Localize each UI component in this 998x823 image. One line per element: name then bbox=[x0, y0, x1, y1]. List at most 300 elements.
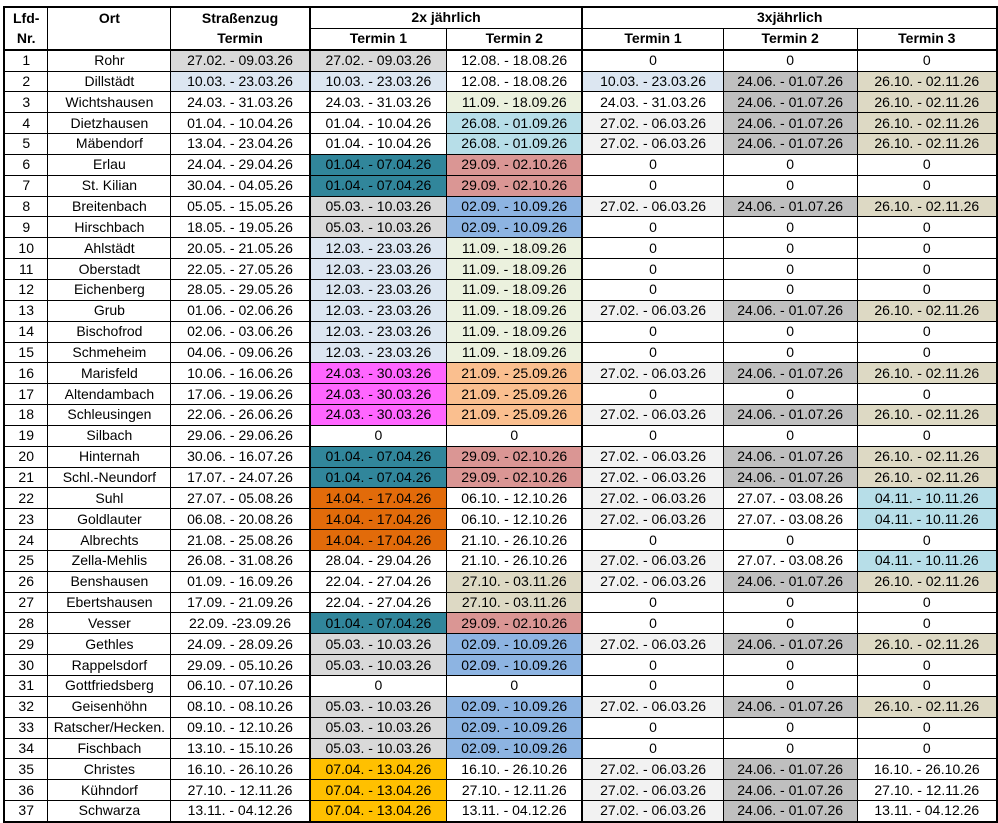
table-row bbox=[4, 676, 997, 697]
strassenzug-termin: 06.08. - 20.08.26 bbox=[171, 509, 310, 530]
3x-termin-2: 0 bbox=[723, 655, 857, 676]
row-number: 11 bbox=[4, 259, 48, 280]
strassenzug-termin: 06.10. - 07.10.26 bbox=[171, 676, 310, 697]
3x-termin-3: 27.10. - 12.11.26 bbox=[857, 780, 997, 801]
header-row-1 bbox=[4, 7, 997, 28]
ort-cell: Christes bbox=[48, 759, 171, 780]
table-row bbox=[4, 321, 997, 342]
2x-termin-1: 27.02. - 09.03.26 bbox=[310, 50, 447, 71]
3x-termin-2: 0 bbox=[723, 238, 857, 259]
2x-termin-1: 01.04. - 07.04.26 bbox=[310, 467, 447, 488]
3x-termin-3: 04.11. - 10.11.26 bbox=[857, 509, 997, 530]
strassenzug-termin: 18.05. - 19.05.26 bbox=[171, 217, 310, 238]
strassenzug-termin: 27.07. - 05.08.26 bbox=[171, 488, 310, 509]
3x-termin-3: 0 bbox=[857, 342, 997, 363]
3x-termin-1: 27.02. - 06.03.26 bbox=[582, 363, 723, 384]
3x-termin-1: 0 bbox=[582, 279, 723, 300]
ort-cell: Altendambach bbox=[48, 384, 171, 405]
2x-termin-1: 01.04. - 10.04.26 bbox=[310, 113, 447, 134]
header-row-2 bbox=[4, 28, 997, 49]
2x-termin-1: 12.03. - 23.03.26 bbox=[310, 238, 447, 259]
3x-termin-1: 27.02. - 06.03.26 bbox=[582, 446, 723, 467]
3x-termin-1: 0 bbox=[582, 175, 723, 196]
3x-termin-2: 0 bbox=[723, 321, 857, 342]
table-row bbox=[4, 592, 997, 613]
row-number: 3 bbox=[4, 92, 48, 113]
ort-cell: St. Kilian bbox=[48, 175, 171, 196]
2x-termin-1: 05.03. - 10.03.26 bbox=[310, 655, 447, 676]
3x-termin-3: 0 bbox=[857, 530, 997, 551]
3x-termin-3: 26.10. - 02.11.26 bbox=[857, 363, 997, 384]
3x-termin-3: 0 bbox=[857, 613, 997, 634]
3x-termin-3: 04.11. - 10.11.26 bbox=[857, 488, 997, 509]
3x-termin-3: 0 bbox=[857, 279, 997, 300]
table-row bbox=[4, 154, 997, 175]
2x-termin-1: 24.03. - 30.03.26 bbox=[310, 405, 447, 426]
header-ort-blank bbox=[48, 28, 171, 49]
table-row bbox=[4, 259, 997, 280]
2x-termin-2: 21.09. - 25.09.26 bbox=[447, 384, 583, 405]
table-row bbox=[4, 759, 997, 780]
2x-termin-2: 02.09. - 10.09.26 bbox=[447, 717, 583, 738]
row-number: 20 bbox=[4, 446, 48, 467]
3x-termin-3: 26.10. - 02.11.26 bbox=[857, 696, 997, 717]
row-number: 26 bbox=[4, 571, 48, 592]
3x-termin-1: 0 bbox=[582, 217, 723, 238]
3x-termin-2: 24.06. - 01.07.26 bbox=[723, 92, 857, 113]
2x-termin-2: 21.10. - 26.10.26 bbox=[447, 530, 583, 551]
strassenzug-termin: 29.06. - 29.06.26 bbox=[171, 425, 310, 446]
ort-cell: Vesser bbox=[48, 613, 171, 634]
row-number: 10 bbox=[4, 238, 48, 259]
3x-termin-2: 0 bbox=[723, 154, 857, 175]
table-row bbox=[4, 613, 997, 634]
ort-cell: Zella-Mehlis bbox=[48, 550, 171, 571]
row-number: 31 bbox=[4, 676, 48, 697]
2x-termin-1: 12.03. - 23.03.26 bbox=[310, 300, 447, 321]
3x-termin-2: 0 bbox=[723, 217, 857, 238]
strassenzug-termin: 08.10. - 08.10.26 bbox=[171, 696, 310, 717]
3x-termin-3: 0 bbox=[857, 154, 997, 175]
2x-termin-1: 05.03. - 10.03.26 bbox=[310, 634, 447, 655]
3x-termin-3: 0 bbox=[857, 321, 997, 342]
3x-termin-2: 24.06. - 01.07.26 bbox=[723, 300, 857, 321]
2x-termin-2: 02.09. - 10.09.26 bbox=[447, 738, 583, 759]
3x-termin-1: 27.02. - 06.03.26 bbox=[582, 696, 723, 717]
table-row bbox=[4, 550, 997, 571]
table-row bbox=[4, 363, 997, 384]
3x-termin-2: 24.06. - 01.07.26 bbox=[723, 571, 857, 592]
3x-termin-3: 26.10. - 02.11.26 bbox=[857, 196, 997, 217]
table-row bbox=[4, 696, 997, 717]
3x-termin-2: 0 bbox=[723, 279, 857, 300]
table-row bbox=[4, 488, 997, 509]
3x-termin-3: 0 bbox=[857, 738, 997, 759]
3x-termin-2: 0 bbox=[723, 175, 857, 196]
2x-termin-1: 0 bbox=[310, 425, 447, 446]
2x-termin-1: 12.03. - 23.03.26 bbox=[310, 279, 447, 300]
3x-termin-2: 24.06. - 01.07.26 bbox=[723, 446, 857, 467]
strassenzug-termin: 29.09. - 05.10.26 bbox=[171, 655, 310, 676]
3x-termin-1: 27.02. - 06.03.26 bbox=[582, 300, 723, 321]
header-termin: Termin bbox=[171, 28, 310, 49]
3x-termin-3: 0 bbox=[857, 717, 997, 738]
header-3x-jaehrlich: 3xjährlich bbox=[582, 7, 997, 28]
strassenzug-termin: 24.03. - 31.03.26 bbox=[171, 92, 310, 113]
ort-cell: Benshausen bbox=[48, 571, 171, 592]
row-number: 21 bbox=[4, 467, 48, 488]
row-number: 19 bbox=[4, 425, 48, 446]
3x-termin-3: 0 bbox=[857, 592, 997, 613]
row-number: 33 bbox=[4, 717, 48, 738]
3x-termin-2: 24.06. - 01.07.26 bbox=[723, 801, 857, 822]
ort-cell: Gottfriedsberg bbox=[48, 676, 171, 697]
2x-termin-2: 29.09. - 02.10.26 bbox=[447, 175, 583, 196]
2x-termin-2: 06.10. - 12.10.26 bbox=[447, 488, 583, 509]
header-2x-jaehrlich: 2x jährlich bbox=[310, 7, 583, 28]
table-row bbox=[4, 634, 997, 655]
3x-termin-1: 0 bbox=[582, 259, 723, 280]
2x-termin-1: 05.03. - 10.03.26 bbox=[310, 196, 447, 217]
2x-termin-2: 21.10. - 26.10.26 bbox=[447, 550, 583, 571]
3x-termin-3: 0 bbox=[857, 238, 997, 259]
ort-cell: Schwarza bbox=[48, 801, 171, 822]
ort-cell: Hinternah bbox=[48, 446, 171, 467]
2x-termin-2: 11.09. - 18.09.26 bbox=[447, 259, 583, 280]
3x-termin-1: 27.02. - 06.03.26 bbox=[582, 571, 723, 592]
3x-termin-3: 26.10. - 02.11.26 bbox=[857, 300, 997, 321]
2x-termin-1: 07.04. - 13.04.26 bbox=[310, 801, 447, 822]
row-number: 15 bbox=[4, 342, 48, 363]
2x-termin-2: 29.09. - 02.10.26 bbox=[447, 154, 583, 175]
3x-termin-2: 24.06. - 01.07.26 bbox=[723, 113, 857, 134]
strassenzug-termin: 30.06. - 16.07.26 bbox=[171, 446, 310, 467]
strassenzug-termin: 17.09. - 21.09.26 bbox=[171, 592, 310, 613]
3x-termin-2: 0 bbox=[723, 592, 857, 613]
ort-cell: Kühndorf bbox=[48, 780, 171, 801]
row-number: 29 bbox=[4, 634, 48, 655]
ort-cell: Wichtshausen bbox=[48, 92, 171, 113]
3x-termin-1: 27.02. - 06.03.26 bbox=[582, 405, 723, 426]
3x-termin-3: 0 bbox=[857, 50, 997, 71]
2x-termin-2: 11.09. - 18.09.26 bbox=[447, 321, 583, 342]
2x-termin-2: 12.08. - 18.08.26 bbox=[447, 50, 583, 71]
table-row bbox=[4, 738, 997, 759]
row-number: 18 bbox=[4, 405, 48, 426]
2x-termin-1: 07.04. - 13.04.26 bbox=[310, 780, 447, 801]
2x-termin-2: 11.09. - 18.09.26 bbox=[447, 238, 583, 259]
2x-termin-2: 27.10. - 03.11.26 bbox=[447, 592, 583, 613]
3x-termin-3: 0 bbox=[857, 655, 997, 676]
2x-termin-2: 27.10. - 12.11.26 bbox=[447, 780, 583, 801]
3x-termin-2: 0 bbox=[723, 613, 857, 634]
2x-termin-2: 0 bbox=[447, 425, 583, 446]
3x-termin-1: 27.02. - 06.03.26 bbox=[582, 759, 723, 780]
2x-termin-2: 13.11. - 04.12.26 bbox=[447, 801, 583, 822]
3x-termin-1: 0 bbox=[582, 613, 723, 634]
table-row bbox=[4, 801, 997, 822]
3x-termin-1: 27.02. - 06.03.26 bbox=[582, 780, 723, 801]
header-nr: Nr. bbox=[4, 28, 48, 49]
strassenzug-termin: 27.02. - 09.03.26 bbox=[171, 50, 310, 71]
strassenzug-termin: 13.11. - 04.12.26 bbox=[171, 801, 310, 822]
3x-termin-1: 27.02. - 06.03.26 bbox=[582, 801, 723, 822]
row-number: 6 bbox=[4, 154, 48, 175]
header-3x-termin-1: Termin 1 bbox=[582, 28, 723, 49]
3x-termin-1: 27.02. - 06.03.26 bbox=[582, 113, 723, 134]
3x-termin-1: 27.02. - 06.03.26 bbox=[582, 134, 723, 155]
2x-termin-1: 22.04. - 27.04.26 bbox=[310, 571, 447, 592]
strassenzug-termin: 30.04. - 04.05.26 bbox=[171, 175, 310, 196]
3x-termin-3: 26.10. - 02.11.26 bbox=[857, 571, 997, 592]
header-2x-termin-2: Termin 2 bbox=[447, 28, 583, 49]
ort-cell: Schmeheim bbox=[48, 342, 171, 363]
table-row bbox=[4, 780, 997, 801]
table-row bbox=[4, 50, 997, 71]
2x-termin-1: 0 bbox=[310, 676, 447, 697]
3x-termin-3: 26.10. - 02.11.26 bbox=[857, 405, 997, 426]
2x-termin-1: 07.04. - 13.04.26 bbox=[310, 759, 447, 780]
table-row bbox=[4, 300, 997, 321]
row-number: 8 bbox=[4, 196, 48, 217]
header-strassenzug: Straßenzug bbox=[171, 7, 310, 28]
2x-termin-2: 02.09. - 10.09.26 bbox=[447, 655, 583, 676]
2x-termin-2: 12.08. - 18.08.26 bbox=[447, 71, 583, 92]
3x-termin-1: 0 bbox=[582, 676, 723, 697]
2x-termin-1: 05.03. - 10.03.26 bbox=[310, 217, 447, 238]
strassenzug-termin: 01.06. - 02.06.26 bbox=[171, 300, 310, 321]
3x-termin-3: 16.10. - 26.10.26 bbox=[857, 759, 997, 780]
header-2x-termin-1: Termin 1 bbox=[310, 28, 447, 49]
table-row bbox=[4, 405, 997, 426]
2x-termin-2: 21.09. - 25.09.26 bbox=[447, 363, 583, 384]
table-row bbox=[4, 342, 997, 363]
3x-termin-2: 0 bbox=[723, 717, 857, 738]
strassenzug-termin: 27.10. - 12.11.26 bbox=[171, 780, 310, 801]
2x-termin-2: 0 bbox=[447, 676, 583, 697]
row-number: 27 bbox=[4, 592, 48, 613]
3x-termin-2: 24.06. - 01.07.26 bbox=[723, 196, 857, 217]
row-number: 1 bbox=[4, 50, 48, 71]
2x-termin-1: 24.03. - 31.03.26 bbox=[310, 92, 447, 113]
header-ort: Ort bbox=[48, 7, 171, 28]
ort-cell: Albrechts bbox=[48, 530, 171, 551]
row-number: 16 bbox=[4, 363, 48, 384]
2x-termin-1: 05.03. - 10.03.26 bbox=[310, 738, 447, 759]
3x-termin-2: 27.07. - 03.08.26 bbox=[723, 488, 857, 509]
3x-termin-2: 24.06. - 01.07.26 bbox=[723, 634, 857, 655]
table-row bbox=[4, 509, 997, 530]
table-row bbox=[4, 92, 997, 113]
2x-termin-2: 11.09. - 18.09.26 bbox=[447, 300, 583, 321]
strassenzug-termin: 20.05. - 21.05.26 bbox=[171, 238, 310, 259]
strassenzug-termin: 28.05. - 29.05.26 bbox=[171, 279, 310, 300]
ort-cell: Oberstadt bbox=[48, 259, 171, 280]
row-number: 37 bbox=[4, 801, 48, 822]
3x-termin-2: 27.07. - 03.08.26 bbox=[723, 509, 857, 530]
2x-termin-2: 26.08. - 01.09.26 bbox=[447, 113, 583, 134]
3x-termin-2: 0 bbox=[723, 530, 857, 551]
3x-termin-2: 24.06. - 01.07.26 bbox=[723, 759, 857, 780]
2x-termin-2: 11.09. - 18.09.26 bbox=[447, 279, 583, 300]
table-row bbox=[4, 71, 997, 92]
ort-cell: Geisenhöhn bbox=[48, 696, 171, 717]
3x-termin-1: 0 bbox=[582, 717, 723, 738]
ort-cell: Ebertshausen bbox=[48, 592, 171, 613]
3x-termin-3: 26.10. - 02.11.26 bbox=[857, 71, 997, 92]
3x-termin-2: 24.06. - 01.07.26 bbox=[723, 363, 857, 384]
table-row bbox=[4, 467, 997, 488]
3x-termin-3: 04.11. - 10.11.26 bbox=[857, 550, 997, 571]
3x-termin-2: 24.06. - 01.07.26 bbox=[723, 467, 857, 488]
strassenzug-termin: 17.07. - 24.07.26 bbox=[171, 467, 310, 488]
2x-termin-2: 26.08. - 01.09.26 bbox=[447, 134, 583, 155]
2x-termin-2: 29.09. - 02.10.26 bbox=[447, 446, 583, 467]
3x-termin-3: 0 bbox=[857, 676, 997, 697]
strassenzug-termin: 10.03. - 23.03.26 bbox=[171, 71, 310, 92]
row-number: 36 bbox=[4, 780, 48, 801]
2x-termin-1: 14.04. - 17.04.26 bbox=[310, 509, 447, 530]
row-number: 28 bbox=[4, 613, 48, 634]
3x-termin-2: 24.06. - 01.07.26 bbox=[723, 780, 857, 801]
2x-termin-2: 02.09. - 10.09.26 bbox=[447, 634, 583, 655]
table-row bbox=[4, 279, 997, 300]
3x-termin-3: 0 bbox=[857, 384, 997, 405]
schedule-table bbox=[3, 6, 998, 823]
table-row bbox=[4, 384, 997, 405]
2x-termin-2: 29.09. - 02.10.26 bbox=[447, 467, 583, 488]
2x-termin-1: 01.04. - 07.04.26 bbox=[310, 175, 447, 196]
strassenzug-termin: 24.09. - 28.09.26 bbox=[171, 634, 310, 655]
table-row bbox=[4, 655, 997, 676]
2x-termin-1: 10.03. - 23.03.26 bbox=[310, 71, 447, 92]
ort-cell: Fischbach bbox=[48, 738, 171, 759]
3x-termin-1: 27.02. - 06.03.26 bbox=[582, 467, 723, 488]
3x-termin-2: 24.06. - 01.07.26 bbox=[723, 71, 857, 92]
ort-cell: Ratscher/Hecken. bbox=[48, 717, 171, 738]
3x-termin-1: 0 bbox=[582, 238, 723, 259]
ort-cell: Goldlauter bbox=[48, 509, 171, 530]
3x-termin-3: 0 bbox=[857, 175, 997, 196]
3x-termin-2: 0 bbox=[723, 50, 857, 71]
ort-cell: Breitenbach bbox=[48, 196, 171, 217]
3x-termin-3: 26.10. - 02.11.26 bbox=[857, 134, 997, 155]
2x-termin-2: 02.09. - 10.09.26 bbox=[447, 196, 583, 217]
strassenzug-termin: 16.10. - 26.10.26 bbox=[171, 759, 310, 780]
strassenzug-termin: 21.08. - 25.08.26 bbox=[171, 530, 310, 551]
row-number: 2 bbox=[4, 71, 48, 92]
3x-termin-3: 26.10. - 02.11.26 bbox=[857, 634, 997, 655]
ort-cell: Schl.-Neundorf bbox=[48, 467, 171, 488]
table-row bbox=[4, 113, 997, 134]
3x-termin-2: 27.07. - 03.08.26 bbox=[723, 550, 857, 571]
ort-cell: Grub bbox=[48, 300, 171, 321]
row-number: 17 bbox=[4, 384, 48, 405]
ort-cell: Suhl bbox=[48, 488, 171, 509]
2x-termin-1: 05.03. - 10.03.26 bbox=[310, 696, 447, 717]
3x-termin-1: 0 bbox=[582, 321, 723, 342]
2x-termin-1: 24.03. - 30.03.26 bbox=[310, 384, 447, 405]
strassenzug-termin: 26.08. - 31.08.26 bbox=[171, 550, 310, 571]
2x-termin-1: 01.04. - 07.04.26 bbox=[310, 154, 447, 175]
3x-termin-1: 0 bbox=[582, 530, 723, 551]
strassenzug-termin: 13.04. - 23.04.26 bbox=[171, 134, 310, 155]
strassenzug-termin: 10.06. - 16.06.26 bbox=[171, 363, 310, 384]
ort-cell: Marisfeld bbox=[48, 363, 171, 384]
ort-cell: Gethles bbox=[48, 634, 171, 655]
ort-cell: Silbach bbox=[48, 425, 171, 446]
table-row bbox=[4, 717, 997, 738]
row-number: 9 bbox=[4, 217, 48, 238]
3x-termin-1: 10.03. - 23.03.26 bbox=[582, 71, 723, 92]
schedule-body bbox=[4, 50, 997, 822]
3x-termin-2: 0 bbox=[723, 342, 857, 363]
row-number: 14 bbox=[4, 321, 48, 342]
2x-termin-1: 12.03. - 23.03.26 bbox=[310, 321, 447, 342]
2x-termin-1: 12.03. - 23.03.26 bbox=[310, 342, 447, 363]
row-number: 13 bbox=[4, 300, 48, 321]
ort-cell: Ahlstädt bbox=[48, 238, 171, 259]
2x-termin-1: 22.04. - 27.04.26 bbox=[310, 592, 447, 613]
row-number: 35 bbox=[4, 759, 48, 780]
3x-termin-3: 0 bbox=[857, 217, 997, 238]
row-number: 7 bbox=[4, 175, 48, 196]
table-row bbox=[4, 217, 997, 238]
strassenzug-termin: 02.06. - 03.06.26 bbox=[171, 321, 310, 342]
strassenzug-termin: 17.06. - 19.06.26 bbox=[171, 384, 310, 405]
strassenzug-termin: 09.10. - 12.10.26 bbox=[171, 717, 310, 738]
3x-termin-1: 27.02. - 06.03.26 bbox=[582, 196, 723, 217]
3x-termin-1: 0 bbox=[582, 50, 723, 71]
3x-termin-1: 0 bbox=[582, 592, 723, 613]
strassenzug-termin: 01.04. - 10.04.26 bbox=[171, 113, 310, 134]
ort-cell: Hirschbach bbox=[48, 217, 171, 238]
row-number: 22 bbox=[4, 488, 48, 509]
row-number: 5 bbox=[4, 134, 48, 155]
table-row bbox=[4, 530, 997, 551]
strassenzug-termin: 13.10. - 15.10.26 bbox=[171, 738, 310, 759]
strassenzug-termin: 22.05. - 27.05.26 bbox=[171, 259, 310, 280]
3x-termin-1: 0 bbox=[582, 154, 723, 175]
2x-termin-1: 01.04. - 10.04.26 bbox=[310, 134, 447, 155]
row-number: 34 bbox=[4, 738, 48, 759]
2x-termin-1: 14.04. - 17.04.26 bbox=[310, 488, 447, 509]
3x-termin-3: 26.10. - 02.11.26 bbox=[857, 92, 997, 113]
3x-termin-1: 0 bbox=[582, 384, 723, 405]
3x-termin-1: 0 bbox=[582, 738, 723, 759]
2x-termin-1: 01.04. - 07.04.26 bbox=[310, 446, 447, 467]
strassenzug-termin: 04.06. - 09.06.26 bbox=[171, 342, 310, 363]
2x-termin-1: 24.03. - 30.03.26 bbox=[310, 363, 447, 384]
3x-termin-2: 0 bbox=[723, 738, 857, 759]
table-row bbox=[4, 425, 997, 446]
row-number: 30 bbox=[4, 655, 48, 676]
2x-termin-1: 12.03. - 23.03.26 bbox=[310, 259, 447, 280]
2x-termin-2: 27.10. - 03.11.26 bbox=[447, 571, 583, 592]
strassenzug-termin: 01.09. - 16.09.26 bbox=[171, 571, 310, 592]
header-3x-termin-3: Termin 3 bbox=[857, 28, 997, 49]
3x-termin-1: 27.02. - 06.03.26 bbox=[582, 488, 723, 509]
3x-termin-2: 0 bbox=[723, 676, 857, 697]
3x-termin-1: 0 bbox=[582, 342, 723, 363]
3x-termin-3: 13.11. - 04.12.26 bbox=[857, 801, 997, 822]
header-lfd: Lfd- bbox=[4, 7, 48, 28]
table-row bbox=[4, 238, 997, 259]
2x-termin-2: 11.09. - 18.09.26 bbox=[447, 342, 583, 363]
strassenzug-termin: 22.09. -23.09.26 bbox=[171, 613, 310, 634]
header-3x-termin-2: Termin 2 bbox=[723, 28, 857, 49]
ort-cell: Bischofrod bbox=[48, 321, 171, 342]
